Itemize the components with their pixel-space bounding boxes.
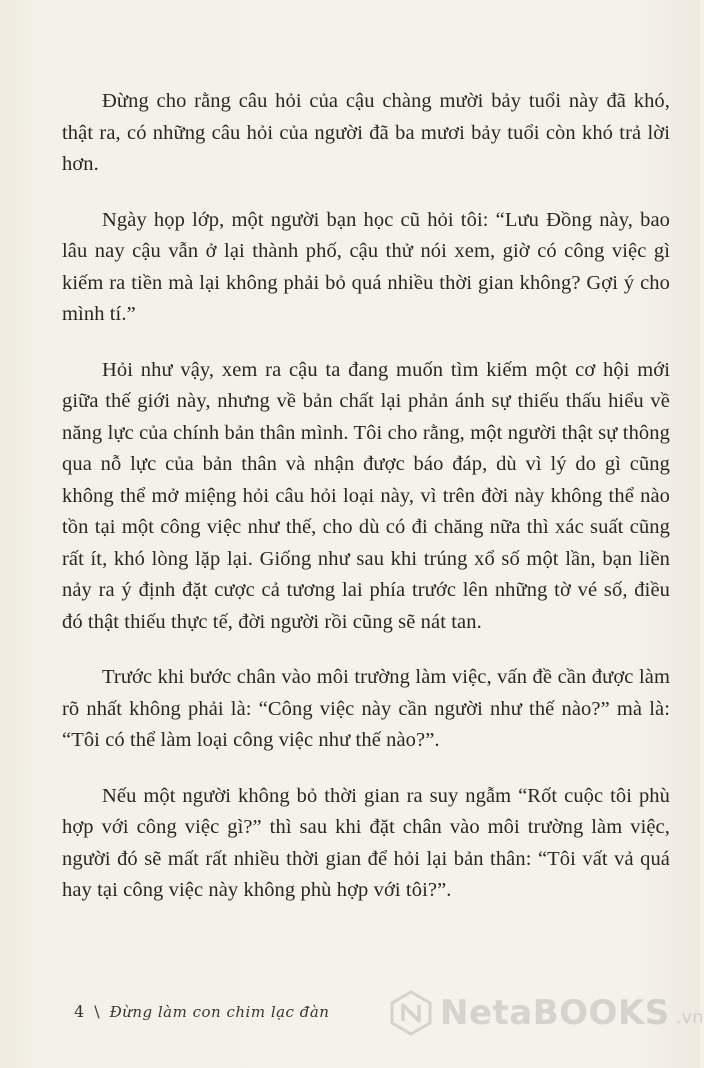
- netabooks-logo-icon: [388, 990, 434, 1036]
- page-number: 4: [74, 1002, 85, 1021]
- footer-separator: \: [94, 1002, 100, 1021]
- paragraph: Ngày họp lớp, một người bạn học cũ hỏi tôi: “Lưu Đồng này, bao lâu nay cậu vẫn ở lại thành phố, cậu thử nói xem, giờ có công việc gì kiếm ra tiền mà lại không phải bỏ quá nhiều thời gian không? Gợi ý cho mình tí.”: [62, 208, 670, 325]
- watermark-brand: NetaBOOKS: [440, 993, 670, 1033]
- paragraph: Trước khi bước chân vào môi trường làm việc, vấn đề cần được làm rõ nhất không phải là: “Công việc này cần người như thế nào?” mà là: “Tôi có thể làm loại công việc như thế nào?”.: [62, 666, 670, 751]
- running-title: Đừng làm con chim lạc đàn: [109, 1002, 330, 1021]
- paragraph: Nếu một người không bỏ thời gian ra suy ngẫm “Rốt cuộc tôi phù hợp với công việc gì?” thì sau khi đặt chân vào môi trường làm việc, người đó sẽ mất rất nhiều thời gian để hỏi lại bản thân: “Tôi vất vả quá hay tại công việc này không phù hợp với tôi?”.: [62, 784, 670, 901]
- watermark: [388, 990, 704, 1036]
- page-footer: [74, 1002, 329, 1021]
- paragraph: Đừng cho rằng câu hỏi của cậu chàng mười bảy tuổi này đã khó, thật ra, có những câu hỏi của người đã ba mươi bảy tuổi còn khó trả lời hơn.: [62, 90, 670, 175]
- watermark-suffix: .vn: [675, 1007, 704, 1028]
- body-text: [62, 86, 670, 931]
- paragraph: Hỏi như vậy, xem ra cậu ta đang muốn tìm kiếm một cơ hội mới giữa thế giới này, nhưng về bản chất lại phản ánh sự thiếu thấu hiểu về năng lực của chính bản thân mình. Tôi cho rằng, một người thật sự thông qua nỗ lực của bản thân và nhận được báo đáp, dù vì lý do gì cũng không thể mở miệng hỏi câu hỏi loại này, vì trên đời này không thể nào tồn tại một công việc như thế, cho dù có đi chăng nữa thì xác suất cũng rất ít, khó lòng lặp lại. Giống như sau khi trúng xổ số một lần, bạn liền nảy ra ý định đặt cược cả tương lai phía trước lên những tờ vé số, điều đó thật thiếu thực tế, đời người rồi cũng sẽ nát tan.: [62, 358, 670, 633]
